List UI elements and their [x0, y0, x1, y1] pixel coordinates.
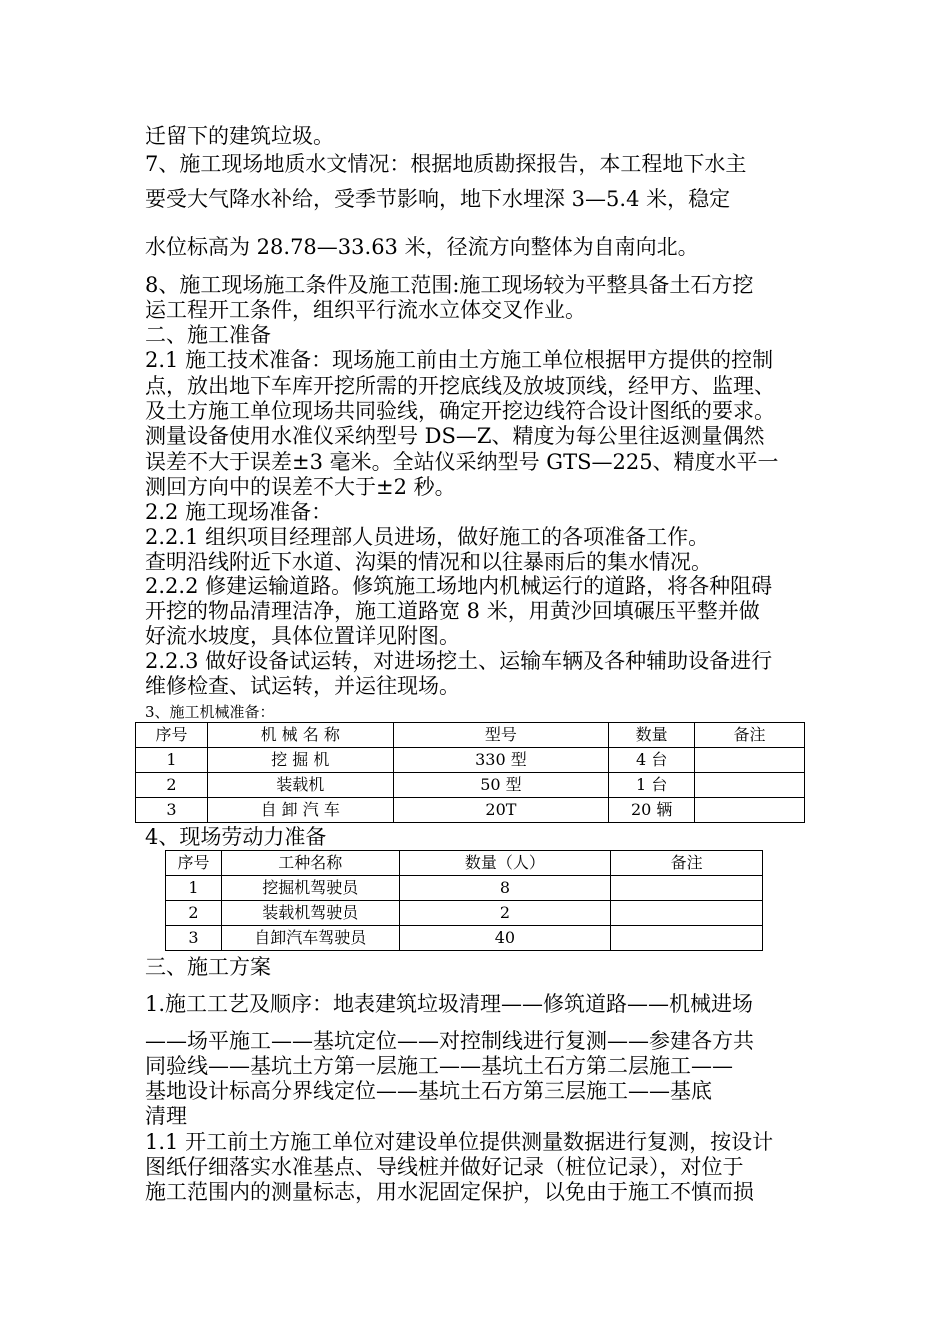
section-heading: 二、施工准备	[145, 323, 271, 347]
paragraph-line: 2.2.3 做好设备试运转，对进场挖土、运输车辆及各种辅助设备进行	[145, 649, 773, 673]
table-row	[136, 748, 805, 773]
table-header-cell: 备注	[611, 851, 763, 876]
paragraph-line: 基地设计标高分界线定位——基坑土石方第三层施工——基底	[145, 1079, 712, 1103]
table-cell: 1 台	[609, 773, 695, 798]
paragraph-line: 水位标高为 28.78—33.63 米，径流方向整体为自南向北。	[145, 235, 699, 259]
table-cell: 20T	[393, 798, 609, 823]
table-cell: 2	[166, 901, 222, 926]
table-header-row	[166, 851, 763, 876]
paragraph-line: 要受大气降水补给，受季节影响，地下水埋深 3—5.4 米，稳定	[145, 187, 731, 211]
table-header-cell: 备注	[695, 723, 805, 748]
paragraph-line: 1.施工工艺及顺序：地表建筑垃圾清理——修筑道路——机械进场	[145, 992, 754, 1016]
table-cell: 4 台	[609, 748, 695, 773]
table-cell: 挖 掘 机	[207, 748, 393, 773]
table-row	[166, 901, 763, 926]
paragraph-line: 点，放出地下车库开挖所需的开挖底线及放坡顶线，经甲方、监理、	[145, 374, 775, 398]
paragraph-line: 2.2 施工现场准备：	[145, 500, 333, 524]
table-cell	[695, 798, 805, 823]
table-header-cell: 机 械 名 称	[207, 723, 393, 748]
table-cell: 3	[136, 798, 208, 823]
table-cell: 装载机	[207, 773, 393, 798]
paragraph-line: 迁留下的建筑垃圾。	[145, 124, 334, 148]
table-header-cell: 型号	[393, 723, 609, 748]
paragraph-line: 7、施工现场地质水文情况：根据地质勘探报告，本工程地下水主	[145, 152, 747, 176]
table-cell	[695, 773, 805, 798]
paragraph-line: 8、施工现场施工条件及施工范围:施工现场较为平整具备土石方挖	[145, 273, 754, 297]
table-cell	[611, 926, 763, 951]
table-cell: 2	[399, 901, 611, 926]
table-header-cell: 数量	[609, 723, 695, 748]
table-header-cell: 工种名称	[221, 851, 399, 876]
table-cell: 1	[136, 748, 208, 773]
table-cell: 自卸汽车驾驶员	[221, 926, 399, 951]
table-cell: 装载机驾驶员	[221, 901, 399, 926]
table-row	[136, 798, 805, 823]
table-cell	[695, 748, 805, 773]
table-cell: 3	[166, 926, 222, 951]
table-cell: 8	[399, 876, 611, 901]
paragraph-line: 好流水坡度，具体位置详见附图。	[145, 624, 460, 648]
table-cell: 50 型	[393, 773, 609, 798]
table-row	[136, 773, 805, 798]
paragraph-line: 清理	[145, 1104, 187, 1128]
paragraph-line: 施工范围内的测量标志，用水泥固定保护，以免由于施工不慎而损	[145, 1180, 754, 1204]
machines-table	[135, 722, 805, 823]
paragraph-line: 测回方向中的误差不大于±2 秒。	[145, 475, 456, 499]
table-row	[166, 926, 763, 951]
paragraph-line: 1.1 开工前土方施工单位对建设单位提供测量数据进行复测，按设计	[145, 1130, 774, 1154]
paragraph-line: 查明沿线附近下水道、沟渠的情况和以往暴雨后的集水情况。	[145, 550, 712, 574]
paragraph-line: 维修检查、试运转，并运往现场。	[145, 674, 460, 698]
paragraph-line: 2.1 施工技术准备：现场施工前由土方施工单位根据甲方提供的控制	[145, 348, 774, 372]
table-header-row	[136, 723, 805, 748]
table-cell: 1	[166, 876, 222, 901]
table-header-cell: 数量（人）	[399, 851, 611, 876]
table-cell	[611, 876, 763, 901]
paragraph-line: ——场平施工——基坑定位——对控制线进行复测——参建各方共	[145, 1029, 754, 1053]
table-cell: 2	[136, 773, 208, 798]
labor-table	[165, 850, 763, 951]
table-cell: 挖掘机驾驶员	[221, 876, 399, 901]
paragraph-line: 误差不大于误差±3 毫米。全站仪采纳型号 GTS—225、精度水平一	[145, 450, 779, 474]
table-cell: 40	[399, 926, 611, 951]
table-cell: 330 型	[393, 748, 609, 773]
table-caption: 3、施工机械准备：	[145, 703, 275, 721]
paragraph-line: 开挖的物品清理洁净，施工道路宽 8 米，用黄沙回填碾压平整并做	[145, 599, 760, 623]
paragraph-line: 及土方施工单位现场共同验线，确定开挖边线符合设计图纸的要求。	[145, 399, 775, 423]
paragraph-line: 运工程开工条件，组织平行流水立体交叉作业。	[145, 298, 586, 322]
paragraph-line: 2.2.2 修建运输道路。修筑施工场地内机械运行的道路，将各种阻碍	[145, 574, 773, 598]
section-heading: 4、现场劳动力准备	[145, 825, 327, 849]
table-row	[166, 876, 763, 901]
table-cell	[611, 901, 763, 926]
table-header-cell: 序号	[166, 851, 222, 876]
paragraph-line: 测量设备使用水准仪采纳型号 DS—Z、精度为每公里往返测量偶然	[145, 424, 765, 448]
paragraph-line: 同验线——基坑土方第一层施工——基坑土石方第二层施工——	[145, 1054, 733, 1078]
table-cell: 20 辆	[609, 798, 695, 823]
table-cell: 自 卸 汽 车	[207, 798, 393, 823]
table-header-cell: 序号	[136, 723, 208, 748]
paragraph-line: 2.2.1 组织项目经理部人员进场，做好施工的各项准备工作。	[145, 525, 710, 549]
paragraph-line: 图纸仔细落实水准基点、导线桩并做好记录（桩位记录），对位于	[145, 1155, 744, 1179]
section-heading: 三、施工方案	[145, 955, 271, 979]
